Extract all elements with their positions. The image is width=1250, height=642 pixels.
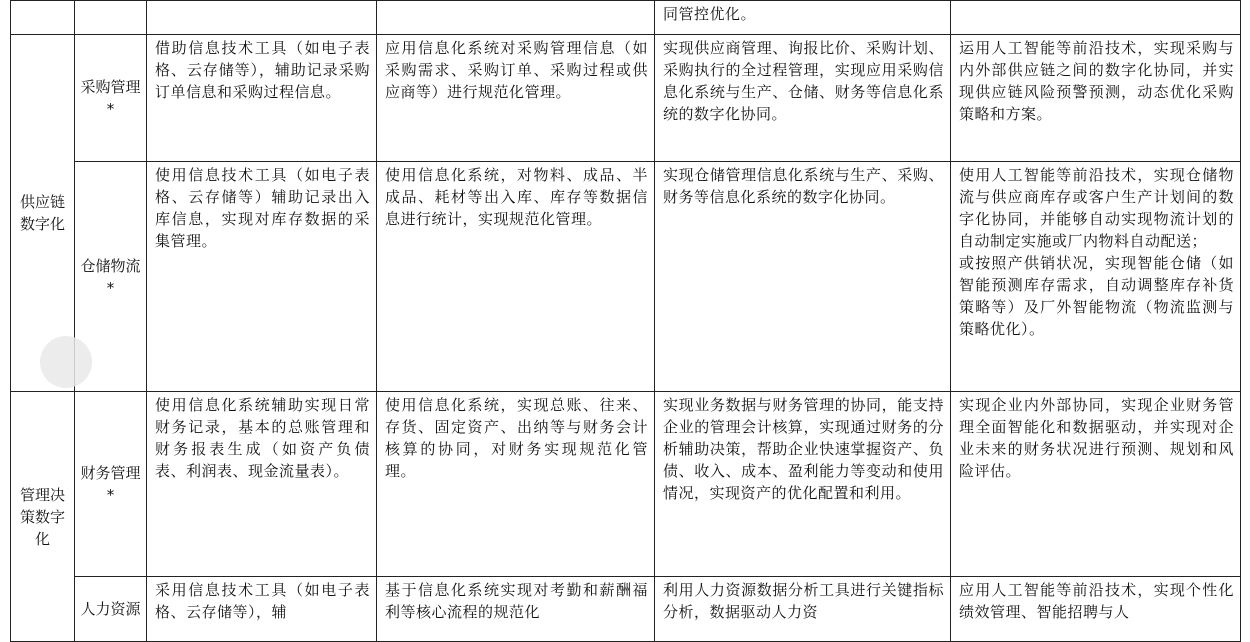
table-cell: 使用信息化系统辅助实现日常财务记录，基本的总账管理和财务报表生成（如资产负债表、利润表、现金流量表）。 [147,392,377,577]
table-cell: 应用人工智能等前沿技术，实现个性化绩效管理、智能招聘与人 [951,577,1241,642]
table-cell: 使用信息化系统，对物料、成品、半成品、耗材等出入库、库存等数据信息进行统计，实现规范化管理。 [377,162,655,392]
table-cell [147,1,377,35]
table-cell: 运用人工智能等前沿技术，实现采购与内外部供应链之间的数字化协同，并实现供应链风险预警预测，动态优化采购策略和方案。 [951,35,1241,162]
table-cell: 借助信息技术工具（如电子表格、云存储等），辅助记录采购订单信息和采购过程信息。 [147,35,377,162]
row-label-hr: 人力资源 [75,577,147,642]
category-supply-chain: 供应链数字化 [11,35,75,392]
table-cell [951,1,1241,35]
table-row [11,35,1241,162]
row-label-warehouse: 仓储物流* [75,162,147,392]
table-cell: 基于信息化系统实现对考勤和薪酬福利等核心流程的规范化 [377,577,655,642]
maturity-table-sheet [10,0,1241,642]
table-cell [951,162,1241,392]
table-cell: 利用人力资源数据分析工具进行关键指标分析，数据驱动人力资 [655,577,951,642]
table-row [11,392,1241,577]
cell-paragraph: 使用人工智能等前沿技术，实现仓储物流与供应商库存或客户生产计划间的数字化协同，并能够自动实现物流计划的自动制定实施或厂内物料自动配送； [959,166,1234,250]
table-row [11,1,1241,35]
table-cell: 实现业务数据与财务管理的协同，能支持企业的管理会计核算，实现通过财务的分析辅助决策，帮助企业快速掌握资产、负债、收入、成本、盈利能力等变动和使用情况，实现资产的优化配置和利用。 [655,392,951,577]
row-label-procurement: 采购管理* [75,35,147,162]
table-cell [11,1,75,35]
table-cell: 使用信息化系统，实现总账、往来、存货、固定资产、出纳等与财务会计核算的协同，对财务实现规范化管理。 [377,392,655,577]
table-cell: 实现供应商管理、询报比价、采购计划、采购执行的全过程管理，实现应用采购信息化系统与生产、仓储、财务等信息化系统的数字化协同。 [655,35,951,162]
table-cell: 应用信息化系统对采购管理信息（如采购需求、采购订单、采购过程或供应商等）进行规范化管理。 [377,35,655,162]
table-cell: 采用信息技术工具（如电子表格、云存储等），辅 [147,577,377,642]
cell-paragraph: 或按照产供销状况，实现智能仓储（如智能预测库存需求，自动调整库存补货策略等）及厂外智能物流（物流监测与策略优化）。 [959,254,1234,338]
category-management: 管理决策数字化 [11,392,75,642]
table-cell: 同管控优化。 [655,1,951,35]
table-cell [75,1,147,35]
table-row [11,162,1241,392]
floating-circle-overlay[interactable] [40,336,92,388]
table-cell [377,1,655,35]
row-label-finance: 财务管理* [75,392,147,577]
table-cell: 实现仓储管理信息化系统与生产、采购、财务等信息化系统的数字化协同。 [655,162,951,392]
table-cell: 实现企业内外部协同，实现企业财务管理全面智能化和数据驱动，并实现对企业未来的财务状况进行预测、规划和风险评估。 [951,392,1241,577]
maturity-table [10,0,1241,642]
table-cell: 使用信息技术工具（如电子表格、云存储等）辅助记录出入库信息，实现对库存数据的采集管理。 [147,162,377,392]
